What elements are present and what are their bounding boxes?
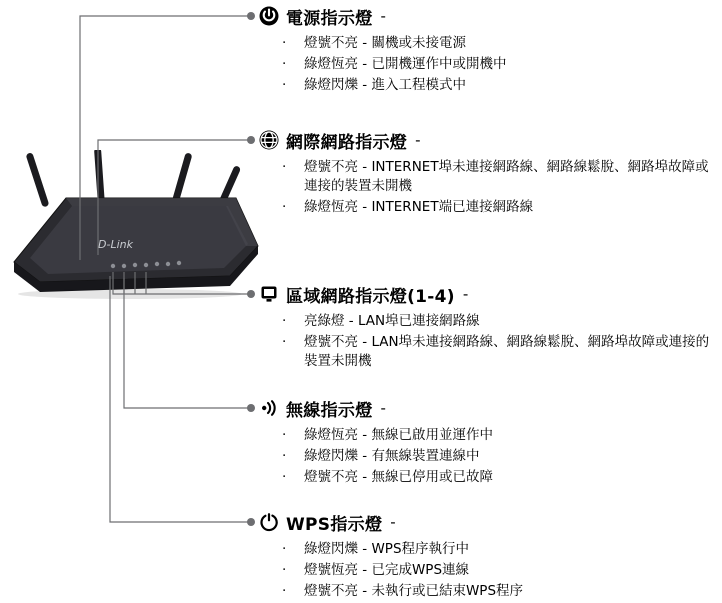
section-wireless	[258, 395, 718, 489]
list-item	[276, 198, 718, 217]
router-illustration-svg	[0, 150, 272, 300]
section-internet-header	[258, 127, 718, 153]
list-item-text: 綠燈閃爍 - WPS程序執行中	[304, 541, 470, 557]
list-item	[276, 561, 718, 580]
section-internet-dash: -	[415, 131, 421, 149]
brand-label: D-Link	[98, 238, 133, 251]
bullet-marker: ‧	[282, 56, 287, 72]
bullet-marker: ‧	[282, 583, 287, 599]
bullet-marker: ‧	[282, 313, 287, 329]
bullet-marker: ‧	[282, 159, 287, 175]
section-power-list	[276, 34, 718, 95]
bullet-marker: ‧	[282, 427, 287, 443]
list-item	[276, 76, 718, 95]
section-wireless-title: 無線指示燈	[286, 400, 373, 421]
section-wireless-header	[258, 395, 718, 421]
list-item	[276, 333, 718, 371]
section-wps-title: WPS指示燈	[286, 514, 383, 535]
bullet-marker: ‧	[282, 334, 287, 350]
section-wps	[258, 509, 718, 603]
list-item	[276, 34, 718, 53]
bullet-marker: ‧	[282, 448, 287, 464]
section-lan-list	[276, 312, 718, 371]
list-item	[276, 468, 718, 487]
section-wireless-dash: -	[380, 399, 386, 417]
wifi-icon	[258, 397, 280, 419]
section-lan-dash: -	[462, 285, 469, 303]
list-item	[276, 540, 718, 559]
list-item	[276, 158, 718, 196]
list-item	[276, 55, 718, 74]
list-item	[276, 447, 718, 466]
section-internet-list	[276, 158, 718, 217]
router-illustration	[0, 150, 272, 300]
section-internet	[258, 127, 718, 219]
list-item-text: 燈號恆亮 - 已完成WPS連線	[304, 562, 470, 578]
section-wps-dash: -	[390, 513, 396, 531]
list-item-text: 燈號不亮 - 無線已停用或已故障	[304, 469, 493, 485]
list-item	[276, 582, 718, 601]
list-item-text: 燈號不亮 - INTERNET埠未連接網路線、網路線鬆脫、網路埠故障或連接的裝置未開機	[304, 159, 709, 194]
list-item-text: 綠燈恆亮 - 無線已啟用並運作中	[304, 427, 493, 443]
power-icon	[258, 5, 280, 27]
list-item	[276, 426, 718, 445]
section-wireless-list	[276, 426, 718, 487]
section-internet-title: 網際網路指示燈	[286, 132, 408, 153]
section-lan-header	[258, 281, 718, 307]
list-item-text: 綠燈恆亮 - INTERNET端已連接網路線	[304, 199, 534, 215]
list-item-text: 燈號不亮 - LAN埠未連接網路線、網路線鬆脫、網路埠故障或連接的裝置未開機	[304, 334, 710, 369]
list-item-text: 綠燈閃爍 - 進入工程模式中	[304, 77, 466, 93]
list-item	[276, 312, 718, 331]
list-item-text: 綠燈閃爍 - 有無線裝置連線中	[304, 448, 480, 464]
section-power-header	[258, 3, 718, 29]
section-wps-header	[258, 509, 718, 535]
bullet-marker: ‧	[282, 35, 287, 51]
list-item-text: 燈號不亮 - 關機或未接電源	[304, 35, 466, 51]
bullet-marker: ‧	[282, 77, 287, 93]
section-power-dash: -	[380, 7, 386, 25]
section-lan-title: 區域網路指示燈(1-4)	[286, 286, 455, 307]
bullet-marker: ‧	[282, 469, 287, 485]
globe-icon	[258, 129, 280, 151]
bullet-marker: ‧	[282, 562, 287, 578]
list-item-text: 綠燈恆亮 - 已開機運作中或開機中	[304, 56, 507, 72]
wps-icon	[258, 511, 280, 533]
section-lan	[258, 281, 718, 373]
list-item-text: 亮綠燈 - LAN埠已連接網路線	[304, 313, 480, 329]
bullet-marker: ‧	[282, 199, 287, 215]
bullet-marker: ‧	[282, 541, 287, 557]
section-power	[258, 3, 718, 97]
section-power-title: 電源指示燈	[286, 8, 373, 29]
monitor-icon	[258, 283, 280, 305]
list-item-text: 燈號不亮 - 未執行或已結束WPS程序	[304, 583, 524, 599]
section-wps-list	[276, 540, 718, 601]
